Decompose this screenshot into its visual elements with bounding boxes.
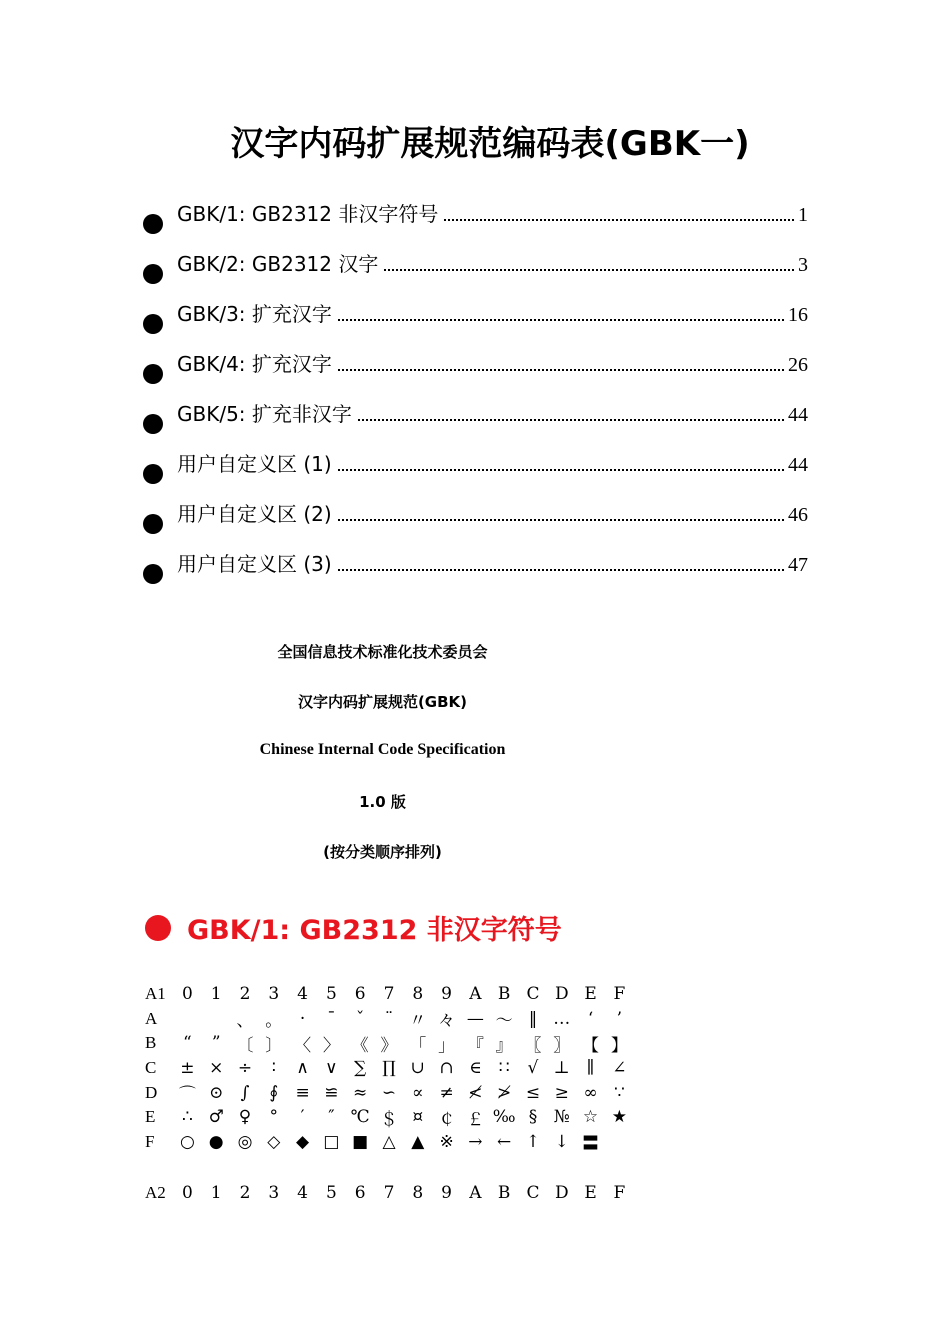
code-cell: ×: [209, 1058, 224, 1079]
table-row: [145, 1056, 634, 1081]
code-cell: 〃: [409, 1011, 427, 1032]
code-cell: ∴: [181, 1107, 193, 1128]
code-cell: 1: [210, 1183, 222, 1204]
code-cell: —: [466, 1008, 484, 1029]
code-cell: 5: [325, 1183, 337, 1204]
code-cell: B: [497, 984, 511, 1005]
code-cell: 『: [466, 1035, 484, 1056]
toc-page-number: 1: [798, 204, 808, 226]
code-cell: ■: [352, 1131, 369, 1152]
code-cell: ∝: [412, 1082, 424, 1103]
code-cell: ≡: [295, 1082, 310, 1103]
code-cell: ∧: [296, 1058, 309, 1079]
code-cell: ＄: [380, 1109, 398, 1130]
code-cell: B: [497, 1183, 511, 1204]
code-cell: 1: [210, 984, 222, 1005]
bullet-icon: [143, 564, 163, 584]
code-cell: E: [584, 984, 597, 1005]
code-cell: §: [528, 1107, 538, 1128]
code-cell: →: [468, 1131, 483, 1152]
code-cell: △: [382, 1131, 396, 1152]
code-cell: 3: [268, 984, 280, 1005]
table-header-row: [145, 1181, 634, 1206]
code-cell: 「: [409, 1035, 427, 1056]
toc-entry[interactable]: [143, 198, 808, 248]
toc-label: 用户自定义区 (2): [177, 502, 332, 526]
toc-label: GBK/1: GB2312 非汉字符号: [177, 202, 439, 226]
code-cell: ◎: [237, 1131, 253, 1152]
code-cell: 2: [239, 1183, 251, 1204]
code-cell: ●: [208, 1131, 224, 1152]
code-cell: 6: [354, 984, 366, 1005]
table-row: [145, 1080, 634, 1105]
toc-entry[interactable]: [143, 398, 808, 448]
code-cell: ↓: [554, 1131, 569, 1152]
toc-entry[interactable]: [143, 498, 808, 548]
code-cell: °: [269, 1107, 279, 1128]
code-cell: 《: [351, 1035, 369, 1056]
row-header: F: [145, 1131, 155, 1151]
code-cell: ≌: [324, 1082, 339, 1103]
toc-entry[interactable]: [143, 548, 808, 598]
toc-page-number: 3: [798, 254, 808, 276]
code-cell: E: [584, 1183, 597, 1204]
row-header: C: [145, 1058, 157, 1078]
row-header: D: [145, 1082, 158, 1102]
row-header: A2: [145, 1183, 166, 1203]
code-cell: ～: [495, 1011, 513, 1032]
code-cell: 》: [380, 1035, 398, 1056]
bullet-icon: [143, 514, 163, 534]
section-heading: [145, 908, 562, 947]
code-cell: ∽: [381, 1082, 397, 1103]
code-cell: 〔: [236, 1035, 254, 1056]
code-cell: 〖: [524, 1035, 542, 1056]
code-cell: 】: [610, 1035, 628, 1056]
code-cell: 、: [236, 1011, 254, 1032]
code-cell: ≈: [353, 1082, 368, 1103]
code-cell: 0: [181, 984, 193, 1005]
dot-leader: [338, 519, 784, 521]
code-cell: ≯: [497, 1082, 512, 1103]
code-cell: 7: [383, 1183, 395, 1204]
code-cell: …: [553, 1008, 571, 1029]
code-cell: 。: [265, 1011, 283, 1032]
code-cell: √: [527, 1058, 539, 1079]
code-table-a1: [145, 982, 634, 1154]
toc-entry[interactable]: [143, 448, 808, 498]
dot-leader: [338, 569, 784, 571]
toc-entry[interactable]: [143, 248, 808, 298]
bullet-icon: [143, 314, 163, 334]
code-cell: F: [613, 984, 626, 1005]
code-cell: ▲: [411, 1131, 425, 1152]
code-cell: 〈: [294, 1035, 312, 1056]
code-cell: ″: [328, 1107, 335, 1128]
code-cell: ≠: [439, 1082, 454, 1103]
bullet-icon: [143, 364, 163, 384]
dot-leader: [338, 469, 784, 471]
code-cell: “: [183, 1033, 192, 1054]
version-label: 1.0 版: [359, 793, 406, 811]
code-cell: ‖: [528, 1008, 538, 1029]
code-cell: 【: [582, 1035, 600, 1056]
toc-page-number: 44: [788, 404, 808, 426]
code-cell: 9: [441, 1183, 452, 1204]
code-cell: ∏: [382, 1058, 396, 1079]
code-cell: 〉: [322, 1035, 340, 1056]
code-cell: ‘: [587, 1008, 594, 1029]
code-cell: ÷: [237, 1058, 253, 1079]
code-cell: ∮: [269, 1082, 279, 1103]
code-cell: ∨: [325, 1058, 338, 1079]
table-row: [145, 1130, 634, 1155]
dot-leader: [444, 219, 794, 221]
toc-page-number: 44: [788, 454, 808, 476]
code-cell: ⊥: [553, 1058, 570, 1079]
dot-leader: [338, 369, 784, 371]
code-cell: ☆: [582, 1107, 599, 1128]
code-cell: ℃: [350, 1107, 370, 1128]
code-cell: D: [554, 984, 569, 1005]
code-cell: C: [526, 984, 540, 1005]
code-cell: 0: [181, 1183, 193, 1204]
bullet-icon: [143, 264, 163, 284]
code-cell: ∈: [469, 1058, 482, 1079]
ordering-note: (按分类顺序排列): [323, 843, 442, 861]
code-cell: ∶: [271, 1058, 276, 1079]
code-cell: №: [553, 1107, 570, 1128]
code-cell: 6: [354, 1183, 366, 1204]
toc-entry[interactable]: [143, 348, 808, 398]
code-cell: ¤: [412, 1107, 424, 1128]
code-cell: 」: [438, 1035, 456, 1056]
code-cell: ’: [616, 1008, 623, 1029]
code-cell: ≮: [468, 1082, 483, 1103]
code-cell: ∷: [498, 1058, 510, 1079]
code-cell: A: [469, 984, 482, 1005]
code-table-a2: [145, 1181, 634, 1206]
page-title: 汉字内码扩展规范编码表(GBK一): [230, 124, 750, 164]
table-row: [145, 1105, 634, 1130]
code-cell: 〓: [582, 1134, 600, 1155]
code-cell: ≤: [525, 1082, 541, 1103]
code-cell: 8: [412, 984, 424, 1005]
code-cell: ¨: [384, 1008, 394, 1029]
toc-page-number: 46: [788, 504, 808, 526]
code-cell: 5: [325, 984, 337, 1005]
code-cell: 々: [438, 1011, 456, 1032]
code-cell: ○: [179, 1131, 195, 1152]
code-cell: ∫: [240, 1082, 250, 1103]
code-cell: 8: [412, 1183, 424, 1204]
code-cell: 3: [268, 1183, 280, 1204]
toc-page-number: 47: [788, 554, 808, 576]
row-header: A1: [145, 984, 166, 1004]
code-cell: ˇ: [355, 1008, 365, 1029]
code-cell: ∥: [586, 1058, 595, 1079]
code-cell: ≥: [554, 1082, 569, 1103]
spec-title-en: Chinese Internal Code Specification: [259, 741, 506, 758]
code-cell: ★: [611, 1107, 627, 1128]
code-cell: ￠: [438, 1109, 456, 1130]
code-cell: ∪: [410, 1058, 425, 1079]
code-cell: ∑: [354, 1058, 367, 1079]
spec-title-cn: 汉字内码扩展规范(GBK): [297, 693, 468, 711]
code-cell: □: [323, 1131, 340, 1152]
bullet-icon: [143, 414, 163, 434]
code-cell: ∞: [583, 1082, 598, 1103]
code-cell: ♂: [208, 1107, 224, 1128]
code-cell: 〗: [553, 1035, 571, 1056]
code-cell: ⊙: [209, 1082, 224, 1103]
code-cell: 』: [495, 1035, 513, 1056]
code-cell: ◆: [296, 1131, 310, 1152]
code-cell: ∵: [613, 1082, 625, 1103]
code-cell: 〕: [265, 1035, 283, 1056]
table-row: [145, 1031, 634, 1056]
code-cell: F: [613, 1183, 626, 1204]
row-header: B: [145, 1033, 157, 1053]
table-row: [145, 1007, 634, 1032]
code-cell: 4: [297, 1183, 308, 1204]
table-header-row: [145, 982, 634, 1007]
toc-label: GBK/4: 扩充汉字: [177, 352, 332, 376]
toc-entry[interactable]: [143, 298, 808, 348]
red-bullet-icon: [145, 915, 171, 941]
table-of-contents: [143, 198, 808, 598]
dot-leader: [384, 269, 794, 271]
code-cell: ′: [300, 1107, 305, 1128]
code-cell: ±: [180, 1058, 195, 1079]
code-cell: 2: [239, 984, 251, 1005]
code-cell: ◇: [267, 1131, 281, 1152]
code-cell: 4: [297, 984, 308, 1005]
bullet-icon: [143, 214, 163, 234]
code-cell: ♀: [238, 1107, 252, 1128]
toc-page-number: 16: [788, 304, 808, 326]
code-cell: A: [469, 1183, 482, 1204]
bullet-icon: [143, 464, 163, 484]
code-cell: C: [526, 1183, 540, 1204]
dot-leader: [358, 419, 784, 421]
toc-label: 用户自定义区 (1): [177, 452, 332, 476]
toc-label: GBK/5: 扩充非汉字: [177, 402, 352, 426]
code-cell: ˉ: [327, 1008, 336, 1029]
row-header: E: [145, 1107, 156, 1127]
code-cell: 7: [383, 984, 395, 1005]
code-cell: ”: [211, 1033, 221, 1054]
code-cell: ￡: [466, 1109, 484, 1130]
code-cell: 9: [441, 984, 452, 1005]
toc-label: 用户自定义区 (3): [177, 552, 332, 576]
toc-label: GBK/2: GB2312 汉字: [177, 252, 379, 276]
dot-leader: [338, 319, 784, 321]
toc-page-number: 26: [788, 354, 808, 376]
section-title: GBK/1: GB2312 非汉字符号: [187, 915, 562, 946]
code-cell: ‰: [492, 1107, 516, 1128]
code-cell: ∠: [612, 1058, 627, 1079]
code-cell: ·: [299, 1008, 306, 1029]
code-cell: ←: [497, 1131, 512, 1152]
code-cell: ⌒: [178, 1085, 196, 1106]
toc-label: GBK/3: 扩充汉字: [177, 302, 332, 326]
code-cell: ↑: [525, 1131, 541, 1152]
code-cell: ※: [439, 1131, 454, 1152]
code-cell: D: [554, 1183, 569, 1204]
committee-name: 全国信息技术标准化技术委员会: [277, 643, 488, 661]
row-header: A: [145, 1008, 158, 1028]
code-cell: ∩: [439, 1058, 454, 1079]
